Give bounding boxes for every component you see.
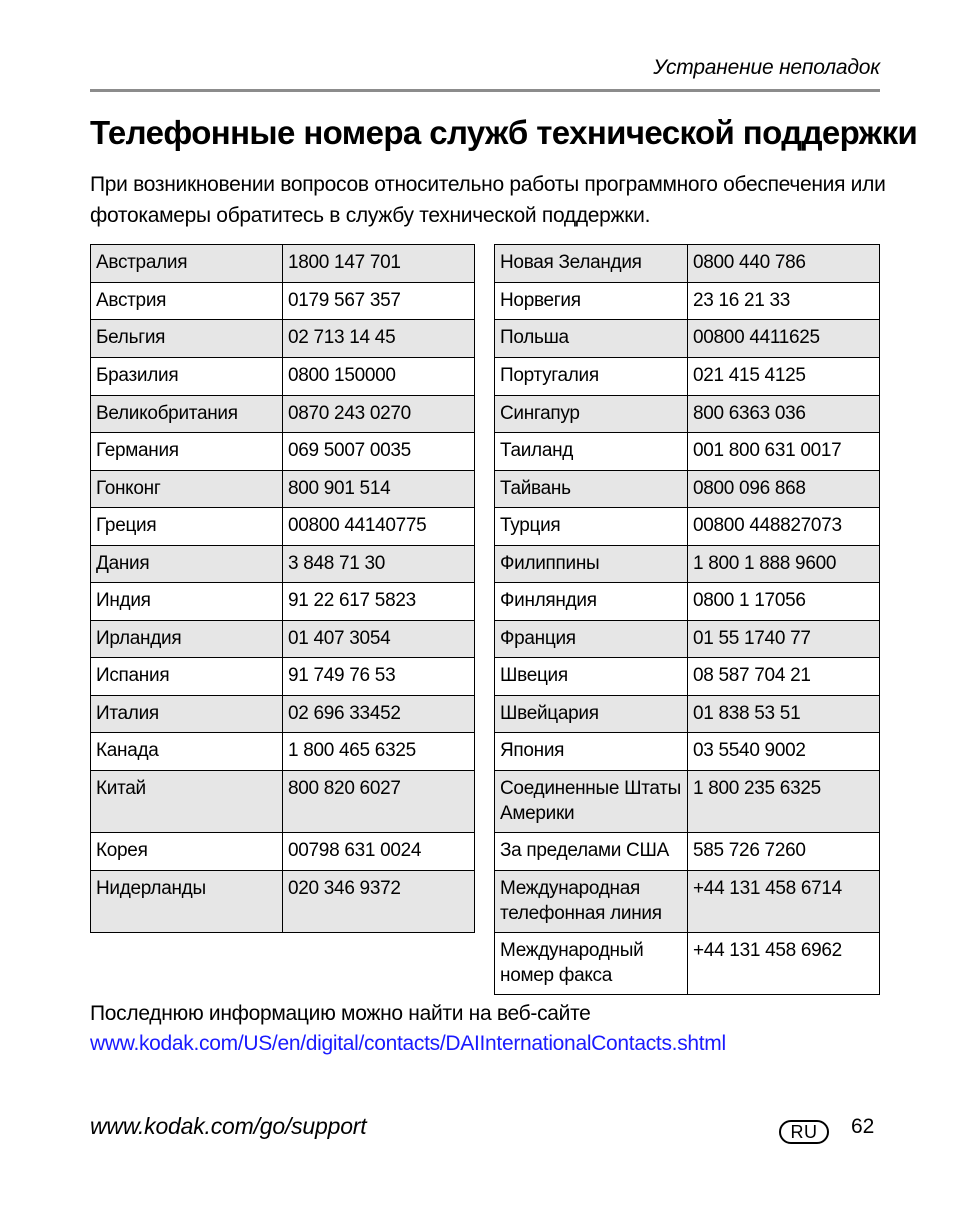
table-row	[91, 658, 475, 696]
table-row	[495, 433, 880, 471]
phone-cell: 00800 4411625	[688, 320, 880, 358]
country-cell: Тайвань	[495, 471, 688, 508]
country-cell: Ирландия	[91, 621, 283, 658]
country-cell: Норвегия	[495, 283, 688, 320]
table-row	[91, 471, 475, 508]
table-row	[91, 583, 475, 621]
table-row	[495, 358, 880, 396]
country-cell: Турция	[495, 508, 688, 546]
table-row	[91, 320, 475, 358]
country-cell: Германия	[91, 433, 283, 471]
country-cell: Швейцария	[495, 696, 688, 733]
footer-url: www.kodak.com/go/support	[90, 1113, 367, 1139]
country-cell: Португалия	[495, 358, 688, 396]
phone-cell: 0179 567 357	[283, 283, 475, 320]
support-table-right-body	[495, 245, 880, 995]
country-cell: Корея	[91, 833, 283, 871]
table-row	[91, 546, 475, 583]
table-row	[495, 658, 880, 696]
page-number: 62	[851, 1115, 875, 1138]
phone-cell: 01 407 3054	[283, 621, 475, 658]
phone-cell: 021 415 4125	[688, 358, 880, 396]
table-row	[495, 546, 880, 583]
table-row	[495, 696, 880, 733]
phone-cell: 0800 440 786	[688, 245, 880, 283]
country-cell: Австрия	[91, 283, 283, 320]
country-cell: Таиланд	[495, 433, 688, 471]
page-title: Телефонные номера служб технической поддержки	[90, 114, 918, 151]
phone-cell: 800 820 6027	[283, 771, 475, 833]
country-cell: Международная телефонная линия	[495, 871, 688, 933]
phone-cell: 02 713 14 45	[283, 320, 475, 358]
phone-cell: 91 22 617 5823	[283, 583, 475, 621]
phone-cell: 1 800 1 888 9600	[688, 546, 880, 583]
contacts-link[interactable]: www.kodak.com/US/en/digital/contacts/DAIInternationalContacts.shtml	[90, 1032, 726, 1055]
table-row	[91, 696, 475, 733]
phone-cell: 08 587 704 21	[688, 658, 880, 696]
country-cell: Италия	[91, 696, 283, 733]
language-badge: RU	[779, 1120, 829, 1144]
country-cell: Великобритания	[91, 396, 283, 433]
country-cell: Филиппины	[495, 546, 688, 583]
country-cell: Япония	[495, 733, 688, 771]
table-row	[91, 621, 475, 658]
table-row	[91, 871, 475, 933]
phone-cell: 0870 243 0270	[283, 396, 475, 433]
phone-cell: 1 800 465 6325	[283, 733, 475, 771]
phone-cell: 585 726 7260	[688, 833, 880, 871]
phone-cell: 0800 1 17056	[688, 583, 880, 621]
country-cell: Финляндия	[495, 583, 688, 621]
table-row	[495, 245, 880, 283]
country-cell: Нидерланды	[91, 871, 283, 933]
phone-cell: 02 696 33452	[283, 696, 475, 733]
table-row	[91, 245, 475, 283]
table-row	[91, 508, 475, 546]
phone-cell: 00800 448827073	[688, 508, 880, 546]
country-cell: Сингапур	[495, 396, 688, 433]
country-cell: Канада	[91, 733, 283, 771]
phone-cell: 00798 631 0024	[283, 833, 475, 871]
table-row	[495, 396, 880, 433]
table-row	[495, 621, 880, 658]
table-row	[495, 471, 880, 508]
table-row	[495, 508, 880, 546]
phone-cell: 00800 44140775	[283, 508, 475, 546]
phone-cell: 0800 150000	[283, 358, 475, 396]
table-row	[495, 933, 880, 995]
phone-cell: +44 131 458 6714	[688, 871, 880, 933]
phone-cell: +44 131 458 6962	[688, 933, 880, 995]
phone-cell: 1800 147 701	[283, 245, 475, 283]
intro-paragraph: При возникновении вопросов относительно работы программного обеспечения или фотокамеры обратитесь в службу технической поддержки.	[90, 173, 886, 227]
phone-cell: 23 16 21 33	[688, 283, 880, 320]
support-table-left-body	[91, 245, 475, 933]
country-cell: Индия	[91, 583, 283, 621]
country-cell: Китай	[91, 771, 283, 833]
header-divider	[90, 89, 880, 92]
table-row	[495, 733, 880, 771]
phone-cell: 1 800 235 6325	[688, 771, 880, 833]
country-cell: Бельгия	[91, 320, 283, 358]
country-cell: Франция	[495, 621, 688, 658]
phone-cell: 020 346 9372	[283, 871, 475, 933]
support-table-right	[494, 244, 880, 995]
table-row	[91, 733, 475, 771]
phone-cell: 91 749 76 53	[283, 658, 475, 696]
phone-cell: 01 55 1740 77	[688, 621, 880, 658]
country-cell: Испания	[91, 658, 283, 696]
country-cell: Соединенные Штаты Америки	[495, 771, 688, 833]
country-cell: Международный номер факса	[495, 933, 688, 995]
support-table-left	[90, 244, 475, 933]
country-cell: За пределами США	[495, 833, 688, 871]
phone-cell: 001 800 631 0017	[688, 433, 880, 471]
table-row	[495, 320, 880, 358]
phone-cell: 0800 096 868	[688, 471, 880, 508]
country-cell: Австралия	[91, 245, 283, 283]
table-row	[91, 771, 475, 833]
footer-note	[90, 999, 726, 1059]
table-row	[495, 283, 880, 320]
phone-cell: 069 5007 0035	[283, 433, 475, 471]
table-row	[495, 833, 880, 871]
country-cell: Швеция	[495, 658, 688, 696]
section-header: Устранение неполадок	[653, 56, 880, 79]
phone-cell: 800 901 514	[283, 471, 475, 508]
phone-cell: 03 5540 9002	[688, 733, 880, 771]
phone-cell: 01 838 53 51	[688, 696, 880, 733]
country-cell: Гонконг	[91, 471, 283, 508]
table-row	[91, 833, 475, 871]
table-row	[495, 871, 880, 933]
phone-cell: 3 848 71 30	[283, 546, 475, 583]
footer-note-text: Последнюю информацию можно найти на веб-сайте	[90, 1002, 591, 1025]
country-cell: Греция	[91, 508, 283, 546]
table-row	[91, 358, 475, 396]
country-cell: Новая Зеландия	[495, 245, 688, 283]
table-row	[495, 771, 880, 833]
country-cell: Дания	[91, 546, 283, 583]
table-row	[495, 583, 880, 621]
table-row	[91, 283, 475, 320]
table-row	[91, 396, 475, 433]
phone-cell: 800 6363 036	[688, 396, 880, 433]
country-cell: Бразилия	[91, 358, 283, 396]
table-row	[91, 433, 475, 471]
country-cell: Польша	[495, 320, 688, 358]
